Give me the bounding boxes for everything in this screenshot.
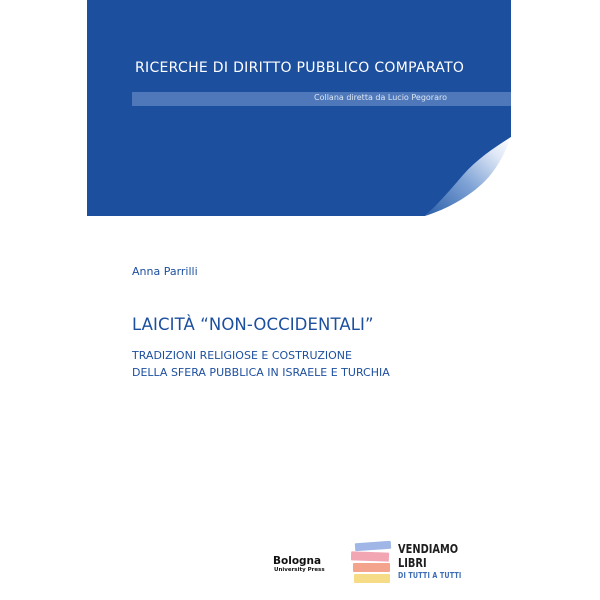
stacked-books-icon xyxy=(351,540,395,586)
book-subtitle xyxy=(132,347,390,381)
badge-line-2: LIBRI xyxy=(398,556,427,570)
series-editor: Collana diretta da Lucio Pegoraro xyxy=(314,93,447,102)
publisher-logo xyxy=(273,555,325,574)
book-cover xyxy=(87,0,511,600)
subtitle-line-2: DELLA SFERA PUBBLICA IN ISRAELE E TURCHIA xyxy=(132,366,390,379)
badge-text xyxy=(398,542,473,582)
badge-line-1: VENDIAMO xyxy=(398,542,459,556)
publisher-subtitle: University Press xyxy=(274,567,325,573)
cover-header-panel xyxy=(87,0,511,216)
author-name: Anna Parrilli xyxy=(132,265,198,278)
book-title: LAICITÀ “NON-OCCIDENTALI” xyxy=(132,315,374,334)
series-title: RICERCHE DI DIRITTO PUBBLICO COMPARATO xyxy=(135,60,465,76)
subtitle-line-1: TRADIZIONI RELIGIOSE E COSTRUZIONE xyxy=(132,349,352,362)
badge-line-3: DI TUTTI A TUTTI xyxy=(398,571,462,580)
page-curl-graphic xyxy=(425,137,511,216)
publisher-name: Bologna xyxy=(273,555,322,567)
